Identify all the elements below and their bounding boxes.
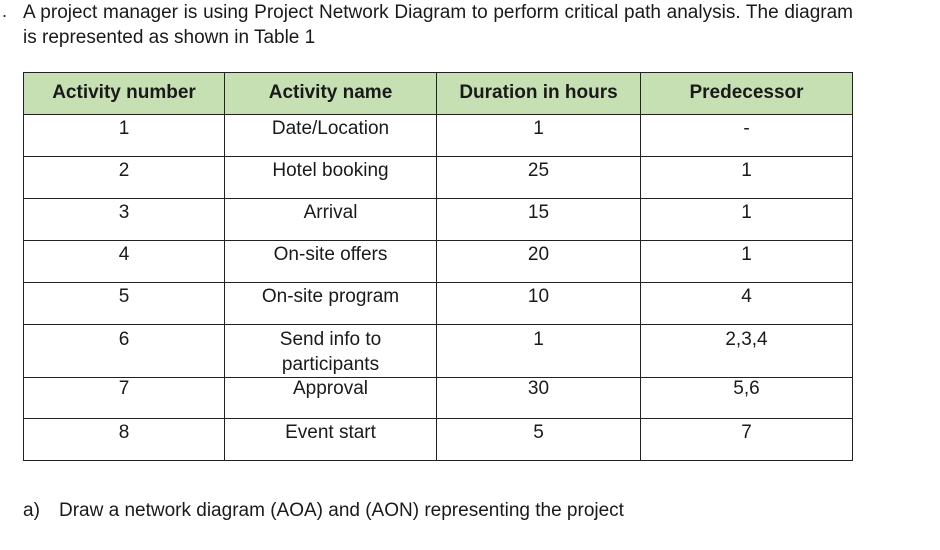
cell-activity-name: On-site offers [225,241,437,283]
cell-predecessor: 1 [641,199,853,241]
cell-activity-name: Hotel booking [225,157,437,199]
cell-predecessor: 4 [641,283,853,325]
table-row [24,199,853,241]
table-header-row [24,73,853,115]
cell-activity-number: 7 [24,378,225,419]
cell-duration: 15 [437,199,641,241]
cell-activity-name: Date/Location [225,115,437,157]
cell-activity-name: Event start [225,419,437,461]
table-row [24,283,853,325]
cell-duration: 1 [437,325,641,378]
cell-predecessor: 1 [641,157,853,199]
activity-table [23,72,853,461]
cell-activity-number: 5 [24,283,225,325]
cell-duration: 25 [437,157,641,199]
cell-predecessor: 2,3,4 [641,325,853,378]
list-marker: . [2,1,8,21]
cell-activity-number: 2 [24,157,225,199]
cell-activity-number: 3 [24,199,225,241]
cell-duration: 10 [437,283,641,325]
cell-activity-name: Approval [225,378,437,419]
cell-duration: 5 [437,419,641,461]
cell-activity-number: 8 [24,419,225,461]
table-row [24,115,853,157]
table-row [24,157,853,199]
cell-predecessor: 7 [641,419,853,461]
cell-duration: 30 [437,378,641,419]
cell-duration: 1 [437,115,641,157]
question-a [23,499,624,523]
question-text: Draw a network diagram (AOA) and (AON) representing the project [59,500,624,521]
header-predecessor: Predecessor [641,73,853,115]
cell-predecessor: 1 [641,241,853,283]
question-label: a) [23,500,40,521]
cell-activity-number: 4 [24,241,225,283]
cell-activity-name: Arrival [225,199,437,241]
table-row [24,325,853,378]
intro-paragraph: A project manager is using Project Network Diagram to perform critical path analysis. The diagram is represented as shown in Table 1 [23,2,853,48]
cell-predecessor: 5,6 [641,378,853,419]
header-activity-name: Activity name [225,73,437,115]
cell-predecessor: - [641,115,853,157]
table-row [24,241,853,283]
header-duration: Duration in hours [437,73,641,115]
table-row [24,419,853,461]
cell-activity-number: 6 [24,325,225,378]
cell-activity-name: Send info to participants [225,325,437,378]
table-row [24,378,853,419]
cell-duration: 20 [437,241,641,283]
cell-activity-number: 1 [24,115,225,157]
cell-activity-name: On-site program [225,283,437,325]
header-activity-number: Activity number [24,73,225,115]
